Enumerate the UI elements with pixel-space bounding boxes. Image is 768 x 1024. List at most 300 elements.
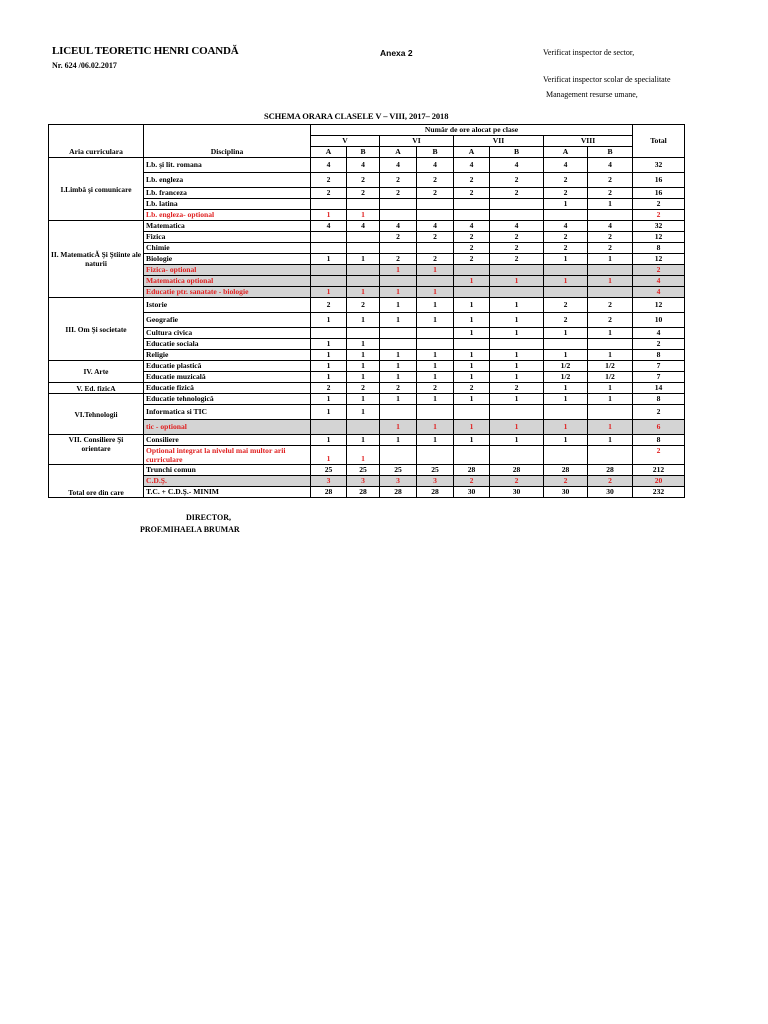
table-row [49,287,685,298]
hours-cell [347,199,380,210]
hours-cell: 2 [490,383,544,394]
hours-cell: 2 [347,383,380,394]
discipline-cell: Educatie ptr. sanatate - biologie [144,287,311,298]
section-header: A [380,147,417,158]
hours-cell [311,276,347,287]
hours-cell: 1 [490,276,544,287]
hours-cell: 1 [380,350,417,361]
table-row [49,372,685,383]
hours-cell: 2 [380,254,417,265]
registration-number: Nr. 624 /06.02.2017 [52,61,117,70]
total-cell: 2 [633,210,685,221]
hours-cell: 1 [347,361,380,372]
hours-cell: 2 [544,232,588,243]
hours-cell [454,405,490,420]
hours-cell: 1 [454,435,490,446]
hours-cell [490,265,544,276]
hours-cell [380,210,417,221]
hours-cell: 2 [490,188,544,199]
table-row [49,298,685,313]
hours-cell [380,405,417,420]
hours-cell: 1 [544,276,588,287]
hours-cell: 28 [544,465,588,476]
curricular-area-line: orientare [81,444,111,453]
hours-cell: 4 [347,158,380,173]
discipline-cell: Educatie plastică [144,361,311,372]
hours-cell [588,210,633,221]
hours-cell: 2 [347,188,380,199]
hours-cell: 28 [347,487,380,498]
total-cell: 2 [633,405,685,420]
hours-cell: 30 [544,487,588,498]
hours-cell: 2 [380,232,417,243]
hours-cell: 1 [380,287,417,298]
hours-cell: 1 [347,350,380,361]
table-row [49,158,685,173]
table-row [49,328,685,339]
hours-cell: 1/2 [588,372,633,383]
hours-cell: 2 [588,232,633,243]
hours-cell: 1 [380,313,417,328]
hours-cell [347,328,380,339]
hours-cell: 1 [311,339,347,350]
discipline-cell: C.D.Ş. [144,476,311,487]
total-cell: 16 [633,188,685,199]
hours-cell: 2 [347,173,380,188]
hours-cell: 1 [380,265,417,276]
hours-cell: 1 [588,199,633,210]
hours-cell: 4 [588,158,633,173]
hours-cell: 2 [417,254,454,265]
hours-cell: 1 [417,313,454,328]
discipline-cell: T.C. + C.D.Ş.- MINIM [144,487,311,498]
grade-header: VII [454,136,544,147]
discipline-cell: Educatie sociala [144,339,311,350]
hours-cell: 1 [311,210,347,221]
hours-cell [490,199,544,210]
curricular-area: Total ore din care [49,465,144,498]
table-row [49,465,685,476]
hours-cell [347,276,380,287]
area-header: Aria curriculara [49,125,144,158]
hours-cell: 4 [380,158,417,173]
hours-cell: 2 [544,476,588,487]
hours-cell [454,210,490,221]
hours-cell: 1 [454,420,490,435]
table-row [49,383,685,394]
hours-cell: 4 [490,221,544,232]
hours-cell: 1 [347,394,380,405]
hours-cell [588,405,633,420]
hours-cell: 4 [380,221,417,232]
hours-cell [417,276,454,287]
hours-cell: 2 [544,188,588,199]
verified-specialty-inspector: Verificat inspector scolar de specialitate [543,75,671,84]
curricular-area-line: VII. Consiliere Şi [68,435,124,444]
hours-cell: 1 [544,254,588,265]
hours-cell [417,328,454,339]
hours-cell: 2 [454,476,490,487]
hours-cell: 2 [588,243,633,254]
hours-cell: 2 [454,173,490,188]
hours-cell: 4 [311,221,347,232]
discipline-header: Disciplina [144,125,311,158]
hours-cell: 1 [311,394,347,405]
hours-cell: 1 [454,350,490,361]
table-row [49,221,685,232]
hours-cell: 2 [588,173,633,188]
hours-cell [490,405,544,420]
section-header: A [544,147,588,158]
table-row [49,361,685,372]
hours-cell: 1 [454,298,490,313]
grade-header: VIII [544,136,633,147]
total-cell: 6 [633,420,685,435]
hours-cell: 1 [417,287,454,298]
hours-cell: 2 [417,188,454,199]
table-row [49,210,685,221]
discipline-cell: Lb. latina [144,199,311,210]
hours-cell [454,339,490,350]
table-row [49,394,685,405]
discipline-cell: Istorie [144,298,311,313]
discipline-cell: Educatie tehnologică [144,394,311,405]
curricular-area: I.Limbă şi comunicare [49,158,144,221]
hours-cell: 1 [417,361,454,372]
hours-cell: 4 [588,221,633,232]
section-header: B [417,147,454,158]
total-cell: 212 [633,465,685,476]
curricular-area: V. Ed. fizicA [49,383,144,394]
hours-cell: 1 [454,328,490,339]
table-row [49,446,685,465]
hours-cell: 1 [417,420,454,435]
total-cell: 2 [633,339,685,350]
hours-cell: 2 [588,298,633,313]
hours-cell: 28 [311,487,347,498]
hours-cell [417,339,454,350]
table-row [49,476,685,487]
total-cell: 4 [633,287,685,298]
hours-cell: 1 [490,298,544,313]
hours-cell: 1 [490,435,544,446]
hours-cell [544,265,588,276]
curricular-area [49,435,144,465]
hours-cell: 28 [588,465,633,476]
hours-cell: 4 [544,221,588,232]
hours-cell: 2 [544,243,588,254]
hours-cell: 25 [347,465,380,476]
hours-cell: 1 [347,287,380,298]
hours-cell: 2 [380,188,417,199]
hours-cell: 1 [347,210,380,221]
hours-cell [588,265,633,276]
discipline-cell: Consiliere [144,435,311,446]
hours-cell [311,243,347,254]
curricular-area: IV. Arte [49,361,144,383]
hours-cell: 2 [454,383,490,394]
hours-cell: 2 [417,383,454,394]
hours-cell: 1 [311,372,347,383]
hours-cell: 1 [544,383,588,394]
hours-cell [544,210,588,221]
hours-cell [588,287,633,298]
hours-cell: 1 [347,313,380,328]
hours-cell [347,243,380,254]
school-name: LICEUL TEORETIC HENRI COANDĂ [52,45,239,57]
hours-cell: 1/2 [544,361,588,372]
director-name: PROF.MIHAELA BRUMAR [140,525,240,534]
total-cell: 10 [633,313,685,328]
hours-cell: 2 [347,298,380,313]
verified-sector-inspector: Verificat inspector de sector, [543,48,635,57]
total-cell: 8 [633,394,685,405]
hours-cell: 1 [588,350,633,361]
hours-cell: 1 [454,394,490,405]
hours-cell [417,243,454,254]
annex-label: Anexa 2 [380,48,413,58]
total-cell: 4 [633,276,685,287]
total-cell: 2 [633,446,685,465]
hours-cell: 2 [588,313,633,328]
table-row [49,254,685,265]
hours-cell [454,265,490,276]
table-row [49,188,685,199]
hours-cell [544,287,588,298]
hours-cell: 1 [311,446,347,465]
hours-cell [380,446,417,465]
hours-cell [544,405,588,420]
schedule-table [48,124,685,498]
table-row [49,420,685,435]
hours-cell: 2 [380,173,417,188]
discipline-cell: Cultura civica [144,328,311,339]
hours-cell [490,339,544,350]
hours-cell: 25 [417,465,454,476]
hours-cell: 1 [347,254,380,265]
hours-cell [454,287,490,298]
hours-cell: 1 [311,435,347,446]
hours-cell: 1 [544,420,588,435]
director-title: DIRECTOR, [186,513,231,522]
hours-cell: 2 [417,232,454,243]
hours-cell: 1 [544,435,588,446]
hours-cell: 1 [380,372,417,383]
hours-cell: 2 [454,243,490,254]
table-row [49,435,685,446]
curricular-area: II. MatematicĂ Şi Ştiinte ale naturii [49,221,144,298]
hours-cell: 1 [588,394,633,405]
hours-cell: 1/2 [544,372,588,383]
hours-cell: 1 [490,394,544,405]
hours-cell: 1 [417,394,454,405]
total-header: Total [633,125,685,158]
hours-cell: 2 [380,383,417,394]
total-cell: 32 [633,158,685,173]
table-row [49,265,685,276]
discipline-cell: Educatie fizică [144,383,311,394]
hours-cell [454,446,490,465]
hours-cell: 1 [544,394,588,405]
discipline-cell: Matematica [144,221,311,232]
hours-cell: 1 [311,254,347,265]
discipline-cell: Fizica- optional [144,265,311,276]
table-row [49,173,685,188]
hours-cell: 2 [490,476,544,487]
total-cell: 12 [633,232,685,243]
hours-cell: 1 [454,313,490,328]
hours-cell: 3 [347,476,380,487]
hours-cell: 1 [454,276,490,287]
hours-cell: 1 [380,394,417,405]
total-cell: 8 [633,435,685,446]
table-row [49,243,685,254]
hours-cell [588,339,633,350]
grade-header: VI [380,136,454,147]
hours-cell [380,243,417,254]
hours-cell: 1 [311,405,347,420]
hours-cell: 1 [454,372,490,383]
hours-cell: 1 [347,339,380,350]
hours-cell: 4 [454,158,490,173]
discipline-cell: Lb. engleza- optional [144,210,311,221]
hours-cell: 2 [490,232,544,243]
hours-cell: 2 [311,173,347,188]
total-cell: 32 [633,221,685,232]
hours-cell: 4 [311,158,347,173]
hours-cell: 28 [490,465,544,476]
hours-cell: 1 [347,405,380,420]
table-row [49,199,685,210]
total-cell: 7 [633,372,685,383]
hours-cell [347,420,380,435]
hours-cell: 1 [490,420,544,435]
section-header: A [311,147,347,158]
hours-cell: 1 [417,265,454,276]
hours-cell: 1 [347,446,380,465]
hours-cell: 2 [544,173,588,188]
discipline-cell: Geografie [144,313,311,328]
hours-cell [544,446,588,465]
hours-cell [588,446,633,465]
hours-cell: 2 [454,254,490,265]
discipline-cell: Biologie [144,254,311,265]
hours-cell: 2 [311,188,347,199]
hours-cell: 1 [490,372,544,383]
allocated-hours-header: Număr de ore alocat pe clase [311,125,633,136]
hours-cell: 25 [380,465,417,476]
hours-cell [347,232,380,243]
hours-cell: 1 [544,350,588,361]
discipline-cell: Matematica optional [144,276,311,287]
table-title: SCHEMA ORARA CLASELE V – VIII, 2017– 2018 [264,111,449,121]
discipline-cell: Lb. şi lit. romana [144,158,311,173]
discipline-cell: Religie [144,350,311,361]
hours-cell: 2 [454,188,490,199]
table-row [49,350,685,361]
total-cell: 4 [633,328,685,339]
hours-cell: 1 [544,199,588,210]
hours-cell: 1 [311,361,347,372]
table-row [49,232,685,243]
hours-cell [311,328,347,339]
hours-cell: 1 [311,287,347,298]
discipline-cell: Optional integrat la nivelul mai multor arii curriculare [144,446,311,465]
hours-cell [490,446,544,465]
hours-cell [347,265,380,276]
hours-cell: 2 [544,298,588,313]
section-header: B [347,147,380,158]
grade-header: V [311,136,380,147]
hours-cell: 1 [347,435,380,446]
hours-cell [417,405,454,420]
hours-cell: 2 [311,298,347,313]
hours-cell [311,420,347,435]
hours-cell: 1 [490,328,544,339]
total-cell: 16 [633,173,685,188]
hours-cell: 1 [490,313,544,328]
hours-cell [311,232,347,243]
hours-cell: 2 [588,188,633,199]
hours-cell: 1 [588,254,633,265]
total-cell: 14 [633,383,685,394]
discipline-cell: Lb. franceza [144,188,311,199]
hours-cell: 1 [588,420,633,435]
hours-cell: 1 [544,328,588,339]
section-header: B [490,147,544,158]
hours-cell [417,199,454,210]
hours-cell: 1 [311,313,347,328]
hours-cell: 2 [490,254,544,265]
hr-management-label: Management resurse umane, [546,90,638,99]
discipline-cell: Informatica si TIC [144,405,311,420]
hours-cell: 1 [490,361,544,372]
discipline-cell: Chimie [144,243,311,254]
section-header: B [588,147,633,158]
hours-cell: 1 [380,420,417,435]
hours-cell: 1 [347,372,380,383]
hours-cell: 4 [347,221,380,232]
hours-cell: 1 [588,276,633,287]
hours-cell [311,199,347,210]
hours-cell: 2 [544,313,588,328]
total-cell: 12 [633,254,685,265]
hours-cell: 1 [417,298,454,313]
hours-cell: 2 [490,173,544,188]
hours-cell [417,210,454,221]
hours-cell: 30 [588,487,633,498]
hours-cell: 2 [311,383,347,394]
discipline-cell: Educatie muzicală [144,372,311,383]
discipline-cell: tic - optional [144,420,311,435]
hours-cell: 2 [588,476,633,487]
hours-cell: 1 [380,298,417,313]
discipline-cell: Lb. engleza [144,173,311,188]
hours-cell: 2 [417,173,454,188]
hours-cell [490,210,544,221]
hours-cell: 28 [380,487,417,498]
hours-cell: 1 [417,435,454,446]
total-cell: 12 [633,298,685,313]
hours-cell: 1 [380,361,417,372]
hours-cell [380,339,417,350]
table-row [49,276,685,287]
discipline-cell: Fizica [144,232,311,243]
hours-cell: 4 [454,221,490,232]
total-cell: 2 [633,199,685,210]
hours-cell: 1 [588,435,633,446]
hours-cell [454,199,490,210]
